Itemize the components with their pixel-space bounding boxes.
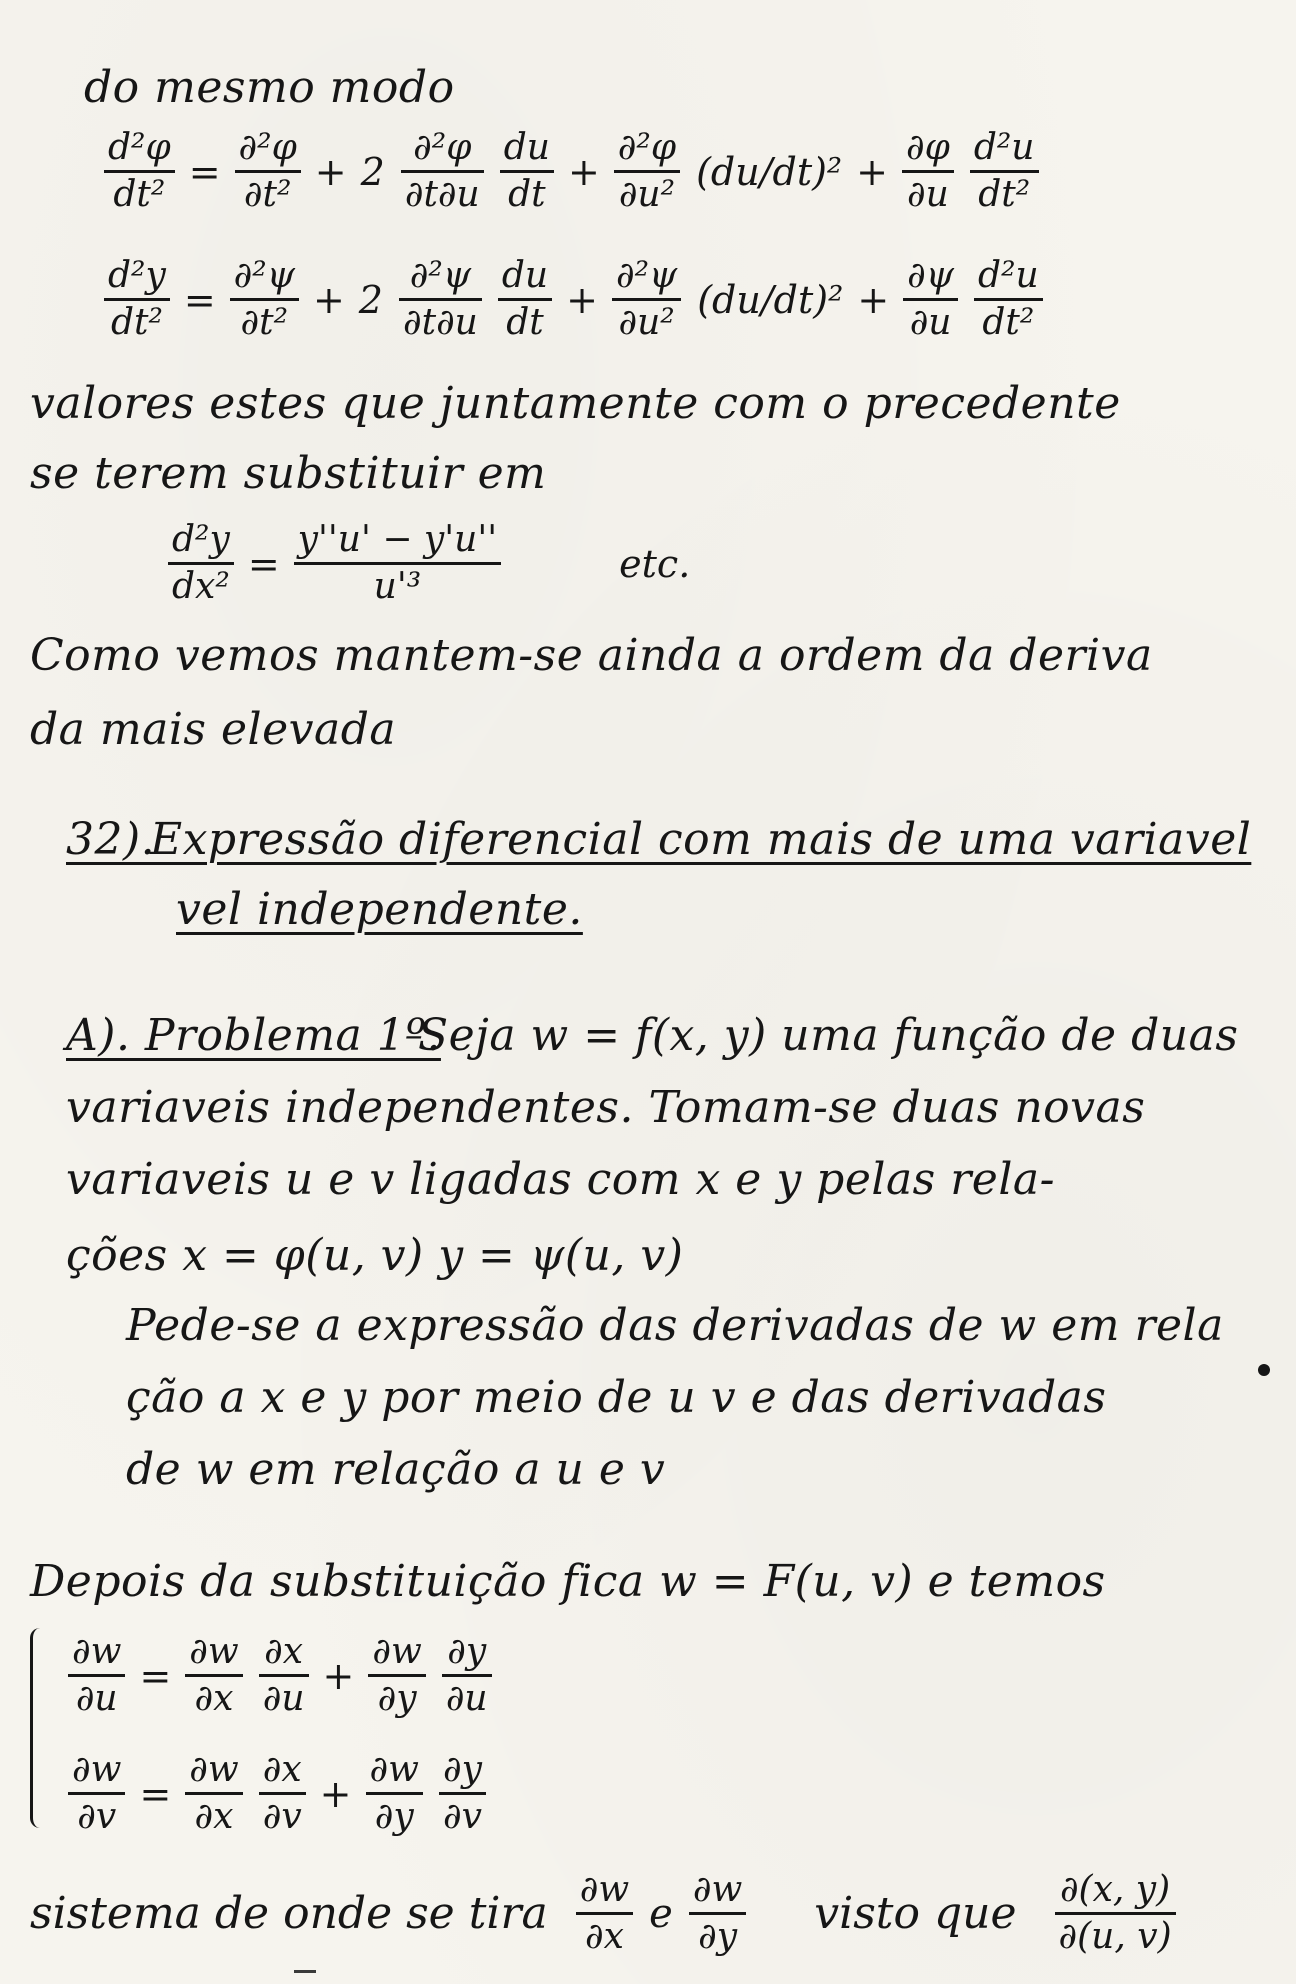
fraction: $\frac{\partial w}{\partial y}$ (689, 1870, 746, 1957)
fraction: $\frac{\partial\varphi}{\partial u}$ (902, 128, 954, 215)
fraction: $\frac{\text{d²u}}{\text{dt²}}$ (974, 256, 1043, 343)
fraction: $\frac{du}{dt}$ (498, 256, 552, 343)
fraction: $\frac{\text{∂²ψ}}{\text{∂t²}}$ (230, 256, 299, 343)
text-line: de w em relação a u e v (126, 1444, 666, 1495)
fraction: $\frac{\text{∂²φ}}{\partial t\partial u}$ (401, 128, 484, 215)
fraction: $\frac{\partial x}{\partial u}$ (259, 1632, 309, 1719)
equation-d2y-dx2: $\frac{\text{d²y}}{\text{dx²}}$ = $\frac{y''u' - y'u''}{\text{u'³}}$ etc. (160, 520, 698, 607)
section-title-cont: vel independente. (176, 884, 583, 935)
fraction: $\frac{\text{∂²φ}}{\text{∂u²}}$ (614, 128, 680, 215)
fraction: $\frac{\text{d²u}}{\text{dt²}}$ (970, 128, 1039, 215)
text-line: Depois da substituição fica w = F(u, v) e temos (30, 1556, 1106, 1607)
fraction: $\frac{\partial y}{\partial v}$ (439, 1750, 486, 1837)
fraction: $\frac{\text{d²y}}{\text{dx²}}$ (168, 520, 234, 607)
fraction: $\frac{\partial w}{\partial x}$ (576, 1870, 633, 1957)
fraction: $\frac{\partial w}{\partial y}$ (366, 1750, 423, 1837)
ink-dot (1258, 1364, 1270, 1376)
text-line: ções x = φ(u, v) y = ψ(u, v) (66, 1230, 684, 1281)
fraction: $\frac{\text{∂²φ}}{\text{∂t²}}$ (235, 128, 301, 215)
text-word: visto que (814, 1888, 1017, 1939)
fraction: $\frac{\partial w}{\partial v}$ (68, 1750, 125, 1837)
fraction: $\frac{\partial w}{\partial x}$ (185, 1750, 242, 1837)
fraction: $\frac{\partial(x, y)}{\partial(u, v)}$ (1055, 1870, 1176, 1957)
fraction: $\frac{\partial\psi}{\partial u}$ (903, 256, 958, 343)
fraction: $\frac{\text{∂²ψ}}{\partial t\partial u}$ (399, 256, 482, 343)
text-line: Seja w = f(x, y) uma função de duas (418, 1010, 1239, 1061)
fraction: $\frac{\partial x}{\partial v}$ (259, 1750, 306, 1837)
fraction: $\frac{\text{∂²ψ}}{\text{∂u²}}$ (612, 256, 681, 343)
text-line: variaveis independentes. Tomam-se duas novas (66, 1082, 1146, 1133)
text-line: do mesmo modo (84, 62, 455, 113)
section-title: Expressão diferencial com mais de uma variavel (150, 814, 1252, 865)
fraction: $\frac{\partial y}{\partial u}$ (442, 1632, 492, 1719)
equation-phi-second-derivative: $\frac{\text{d²φ}}{\text{dt²}}$ = $\frac{\text{∂²φ}}{\text{∂t²}}$ + 2 $\frac{\text{∂²φ}}{\partial t\partial u}$ $\frac{du}{dt}$ + $\frac{\text{∂²φ}}{\text{∂u²}}$ (du/dt)² + $\frac{\partial\varphi}{\partial u}$ $\frac{\text{d²u}}{\text{dt²}}$ (96, 128, 1047, 215)
text-word: e (649, 1890, 673, 1937)
problem-label: A). Problema 1º. (66, 1010, 441, 1061)
fraction: $\frac{y''u' - y'u''}{\text{u'³}}$ (294, 520, 501, 607)
fraction: $\frac{\partial w}{\partial y}$ (368, 1632, 425, 1719)
text-line: da mais elevada (30, 704, 397, 755)
text-line: valores estes que juntamente com o precedente (30, 378, 1121, 429)
fraction: $\frac{\text{d²y}}{\text{dt²}}$ (104, 256, 170, 343)
text-line: Como vemos mantem-se ainda a ordem da deriva (30, 630, 1153, 681)
text-line: variaveis u e v ligadas com x e y pelas rela- (66, 1154, 1055, 1205)
fraction: $\frac{\partial w}{\partial x}$ (185, 1632, 242, 1719)
fraction: $\frac{du}{dt}$ (500, 128, 554, 215)
ink-mark (294, 1970, 316, 1973)
section-number: 32). (66, 814, 156, 865)
fraction: $\frac{\text{d²φ}}{\text{dt²}}$ (104, 128, 175, 215)
text-line: sistema de onde se tira (30, 1888, 548, 1939)
equation-dw-du: $\frac{\partial w}{\partial u}$ = $\frac{\partial w}{\partial x}$ $\frac{\partial x}{\partial u}$ + $\frac{\partial w}{\partial y}$ $\frac{\partial y}{\partial u}$ (60, 1632, 500, 1719)
system-brace (30, 1628, 51, 1828)
closing-line (30, 1870, 1184, 1957)
text-line: ção a x e y por meio de u v e das derivadas (126, 1372, 1107, 1423)
equation-y-second-derivative: $\frac{\text{d²y}}{\text{dt²}}$ = $\frac{\text{∂²ψ}}{\text{∂t²}}$ + 2 $\frac{\text{∂²ψ}}{\partial t\partial u}$ $\frac{du}{dt}$ + $\frac{\text{∂²ψ}}{\text{∂u²}}$ (du/dt)² + $\frac{\partial\psi}{\partial u}$ $\frac{\text{d²u}}{\text{dt²}}$ (96, 256, 1051, 343)
text-line: se terem substituir em (30, 448, 547, 499)
equation-dw-dv: $\frac{\partial w}{\partial v}$ = $\frac{\partial w}{\partial x}$ $\frac{\partial x}{\partial v}$ + $\frac{\partial w}{\partial y}$ $\frac{\partial y}{\partial v}$ (60, 1750, 494, 1837)
fraction: $\frac{\partial w}{\partial u}$ (68, 1632, 125, 1719)
text-line: Pede-se a expressão das derivadas de w em rela (126, 1300, 1224, 1351)
